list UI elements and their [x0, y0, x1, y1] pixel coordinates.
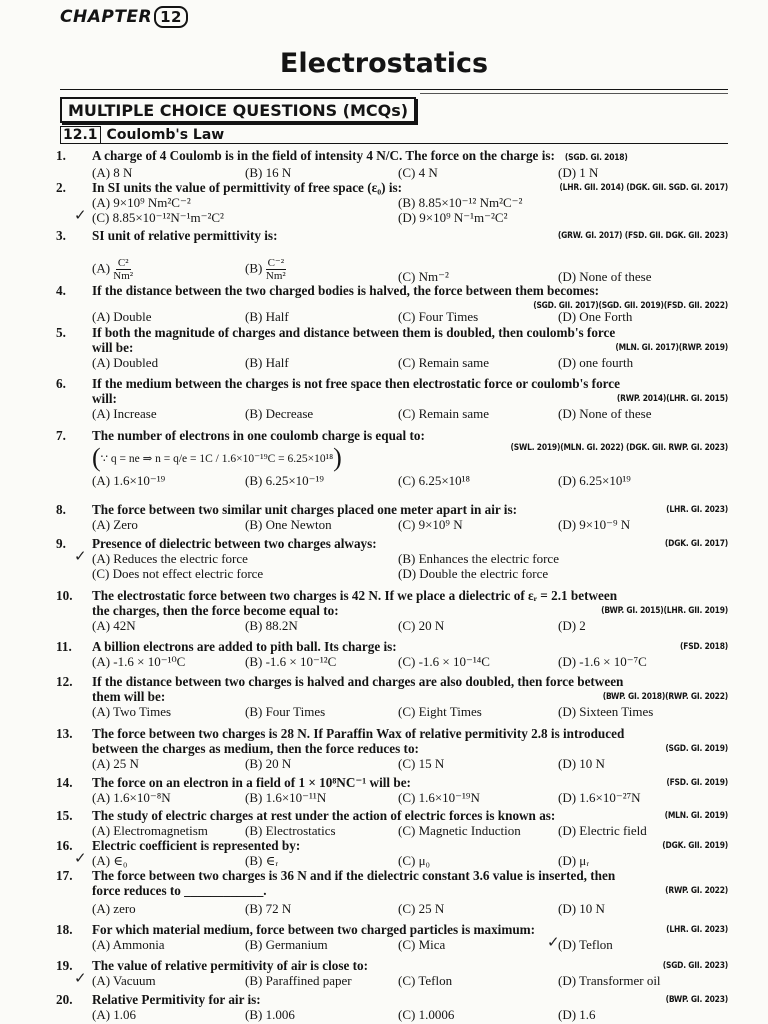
question-text: If the distance between the two charged bodies is halved, the force between them becomes:: [92, 283, 600, 298]
question-source: (DGK. GII. 2019): [662, 840, 728, 850]
question-text: Presence of dielectric between two charges always:: [92, 536, 377, 551]
paren-close: ): [333, 443, 342, 472]
section-title: Coulomb's Law: [106, 127, 225, 143]
option-a[interactable]: (A) ∈₀: [92, 853, 128, 868]
option-a[interactable]: (A) Electromagnetism: [92, 823, 208, 838]
option-c[interactable]: (C) Eight Times: [398, 704, 482, 719]
option-c[interactable]: (C) 20 N: [398, 618, 445, 633]
question-number: 12.: [56, 674, 73, 689]
option-b[interactable]: (B) 16 N: [245, 165, 292, 180]
option-b[interactable]: (B) Half: [245, 309, 289, 324]
question-number: 11.: [56, 639, 72, 654]
mcq-heading: MULTIPLE CHOICE QUESTIONS (MCQs): [60, 97, 416, 123]
option-c[interactable]: (C) 8.85×10⁻¹²N⁻¹m⁻²C²: [92, 210, 224, 225]
option-d[interactable]: (D) 1.6: [558, 1007, 596, 1022]
option-a[interactable]: (A) 8 N: [92, 165, 133, 180]
option-d[interactable]: (D) Electric field: [558, 823, 647, 838]
question-source: (RWP. 2014)(LHR. GI. 2015): [616, 393, 728, 403]
option-b[interactable]: (B) ∈ᵣ: [245, 853, 279, 868]
question-source: (DGK. GI. 2017): [664, 538, 728, 548]
option-a[interactable]: (A) zero: [92, 901, 136, 916]
option-d[interactable]: (D) 1 N: [558, 165, 599, 180]
question-number: 10.: [56, 588, 73, 603]
option-c[interactable]: (C) 9×10⁹ N: [398, 517, 463, 532]
option-c[interactable]: (C) Does not effect electric force: [92, 566, 264, 581]
option-c[interactable]: (C) 1.6×10⁻¹⁹N: [398, 790, 480, 805]
option-d[interactable]: (D) -1.6 × 10⁻⁷C: [558, 654, 647, 669]
option-b[interactable]: (B) Half: [245, 355, 289, 370]
question-13: [56, 726, 728, 771]
question-source: (LHR. GI. 2023): [666, 504, 728, 514]
option-b[interactable]: (B) Four Times: [245, 704, 326, 719]
option-d[interactable]: (D) 2: [558, 618, 586, 633]
option-d[interactable]: (D) 9×10⁻⁹ N: [558, 517, 631, 532]
question-number: 14.: [56, 775, 73, 790]
chapter-number: 12: [154, 6, 188, 28]
question-source: (RWP. GI. 2022): [665, 885, 728, 895]
question-7: [56, 428, 728, 488]
question-text: The force between two charges is 28 N. If Paraffin Wax of relative permitivity 2.8 is introduced: [92, 726, 625, 741]
option-b[interactable]: (B) Paraffined paper: [245, 973, 352, 988]
option-a[interactable]: (A) Reduces the electric force: [92, 551, 248, 566]
question-15: [56, 808, 728, 838]
question-source: (MLN. GI. 2017)(RWP. 2019): [615, 342, 728, 352]
question-text: The force between two similar unit charges placed one meter apart in air is:: [92, 502, 517, 517]
option-b[interactable]: [245, 257, 286, 282]
question-number: 1.: [56, 148, 66, 163]
frac-numerator: C²: [117, 257, 129, 269]
option-d[interactable]: (D) 10 N: [558, 756, 605, 771]
option-b[interactable]: (B) -1.6 × 10⁻¹²C: [245, 654, 337, 669]
question-20: [56, 992, 728, 1022]
question-number: 5.: [56, 325, 66, 340]
question-number: 19.: [56, 958, 73, 973]
option-c[interactable]: (C) Remain same: [398, 406, 489, 421]
option-c[interactable]: (C) -1.6 × 10⁻¹⁴C: [398, 654, 490, 669]
question-number: 17.: [56, 868, 73, 883]
question-text: Relative Permitivity for air is:: [92, 992, 261, 1007]
option-c[interactable]: (C) Teflon: [398, 973, 453, 988]
question-source: (LHR. GI. 2023): [666, 924, 728, 934]
question-text-cont: between the charges as medium, then the force reduces to:: [92, 741, 419, 756]
option-c[interactable]: (C) 15 N: [398, 756, 445, 771]
question-6: [56, 376, 728, 421]
question-14: [56, 775, 728, 805]
option-a[interactable]: (A) Doubled: [92, 355, 159, 370]
question-source: (SGD. GI. 2018): [564, 152, 628, 162]
question-3: [56, 228, 728, 283]
question-text: If the medium between the charges is not free space then electrostatic force or coulomb's force: [92, 376, 620, 391]
question-text: The value of relative permitivity of air is close to:: [92, 958, 369, 973]
question-number: 13.: [56, 726, 73, 741]
question-source: (LHR. GII. 2014) (DGK. GII. SGD. GI. 2017): [559, 182, 728, 192]
question-8: [56, 502, 728, 532]
question-number: 4.: [56, 283, 66, 298]
option-b[interactable]: (B) 20 N: [245, 756, 292, 771]
question-number: 3.: [56, 228, 66, 243]
option-a[interactable]: (A) Two Times: [92, 704, 172, 719]
option-a[interactable]: (A) 1.6×10⁻⁸N: [92, 790, 171, 805]
option-d[interactable]: (D) Sixteen Times: [558, 704, 654, 719]
question-source: (SGD. GI. 2019): [665, 743, 728, 753]
paren-open: (: [92, 443, 101, 472]
question-11: [56, 639, 728, 669]
option-b[interactable]: (B) 88.2N: [245, 618, 298, 633]
question-source: (FSD. GI. 2019): [666, 777, 728, 787]
chapter-label-text: CHAPTER: [60, 7, 153, 27]
option-d[interactable]: (D) 10 N: [558, 901, 605, 916]
option-a[interactable]: [92, 257, 133, 282]
question-text-cont: the charges, then the force become equal to:: [92, 603, 339, 618]
option-c[interactable]: (C) 4 N: [398, 165, 438, 180]
question-5: [56, 325, 728, 370]
title-rule-thin: [420, 93, 728, 94]
question-source: (GRW. GI. 2017) (FSD. GII. DGK. GII. 2023): [557, 230, 728, 240]
question-source: (SGD. GII. 2023): [662, 960, 728, 970]
option-b[interactable]: (B) Enhances the electric force: [398, 551, 559, 566]
question-number: 16.: [56, 838, 73, 853]
option-d[interactable]: (D) None of these: [558, 406, 652, 421]
question-text: A billion electrons are added to pith ball. Its charge is:: [92, 639, 397, 654]
question-17: [56, 868, 728, 916]
option-b[interactable]: (B) 1.006: [245, 1007, 295, 1022]
question-text: Electric coefficient is represented by:: [92, 838, 301, 853]
option-b[interactable]: (B) Electrostatics: [245, 823, 336, 838]
page-title: Electrostatics: [279, 48, 489, 79]
option-c[interactable]: (C) 25 N: [398, 901, 445, 916]
question-text-cont: will:: [92, 391, 117, 406]
option-b[interactable]: (B) 8.85×10⁻¹² Nm²C⁻²: [398, 195, 523, 210]
question-16: [56, 838, 728, 868]
option-c[interactable]: (C) Mica: [398, 937, 446, 952]
option-d[interactable]: (D) One Forth: [558, 309, 633, 324]
option-a[interactable]: (A) Double: [92, 309, 152, 324]
question-source: (FSD. 2018): [680, 641, 728, 651]
question-text: The force on an electron in a field of 1 × 10⁸NC⁻¹ will be:: [92, 775, 411, 790]
option-b[interactable]: (B) One Newton: [245, 517, 332, 532]
option-a[interactable]: (A) Zero: [92, 517, 138, 532]
option-d[interactable]: (D) μᵣ: [558, 853, 590, 868]
option-d[interactable]: (D) Transformer oil: [558, 973, 661, 988]
option-d[interactable]: (D) one fourth: [558, 355, 634, 370]
option-b[interactable]: (B) 6.25×10⁻¹⁹: [245, 473, 324, 488]
section-heading: [60, 126, 224, 144]
chapter-label: [60, 6, 188, 28]
option-d[interactable]: (D) 6.25×10¹⁹: [558, 473, 631, 488]
question-2: [56, 180, 728, 225]
option-d[interactable]: (D) None of these: [558, 269, 652, 284]
formula-text: ∵ q = ne ⇒ n = q/e = 1C / 1.6×10⁻¹⁹C = 6.25×10¹⁸: [100, 453, 334, 465]
option-d[interactable]: (D) 1.6×10⁻²⁷N: [558, 790, 641, 805]
question-number: 6.: [56, 376, 66, 391]
option-d[interactable]: (D) Teflon: [558, 937, 613, 952]
check-mark-icon: ✓: [547, 933, 560, 951]
question-source: (BWP. GI. 2015)(LHR. GII. 2019): [601, 605, 728, 615]
question-number: 15.: [56, 808, 73, 823]
question-text: SI unit of relative permittivity is:: [92, 228, 278, 243]
option-c[interactable]: (C) Four Times: [398, 309, 479, 324]
option-a[interactable]: (A) 9×10⁹ Nm²C⁻²: [92, 195, 191, 210]
option-a[interactable]: (A) Ammonia: [92, 937, 165, 952]
title-rule: [60, 89, 728, 90]
question-10: [56, 588, 728, 633]
question-number: 9.: [56, 536, 66, 551]
question-source: (BWP. GI. 2018)(RWP. GI. 2022): [602, 691, 728, 701]
option-a[interactable]: (A) 1.06: [92, 1007, 137, 1022]
question-19: [56, 958, 728, 988]
option-c[interactable]: (C) Nm⁻²: [398, 269, 449, 284]
option-a[interactable]: (A) 42N: [92, 618, 136, 633]
option-a[interactable]: (A) 25 N: [92, 756, 139, 771]
question-number: 2.: [56, 180, 66, 195]
option-a[interactable]: (A) Vacuum: [92, 973, 156, 988]
option-a[interactable]: (A) -1.6 × 10⁻¹⁰C: [92, 654, 186, 669]
option-b[interactable]: (B) Germanium: [245, 937, 328, 952]
frac-numerator: C⁻²: [267, 257, 285, 269]
question-number: 18.: [56, 922, 73, 937]
question-source: (SGD. GII. 2017)(SGD. GII. 2019)(FSD. GII. 2022): [533, 300, 728, 310]
section-number: 12.1: [60, 126, 101, 144]
option-d[interactable]: (D) 9×10⁹ N⁻¹m⁻²C²: [398, 210, 508, 225]
question-source: (SWL. 2019)(MLN. GI. 2022) (DGK. GII. RWP. GI. 2023): [510, 441, 728, 452]
section-rule: [60, 143, 728, 144]
question-text: If the distance between two charges is halved and charges are also doubled, then force between: [92, 674, 624, 689]
question-12: [56, 674, 728, 719]
question-4: [56, 283, 728, 324]
formula-box: [92, 443, 728, 473]
question-number: 7.: [56, 428, 66, 443]
question-text: If both the magnitude of charges and distance between them is doubled, then coulomb's force: [92, 325, 616, 340]
question-source: (MLN. GI. 2019): [664, 810, 728, 820]
question-text: The force between two charges is 36 N and if the dielectric constant 3.6 value is inserted, then: [92, 868, 616, 883]
frac-denominator: Nm²: [113, 270, 134, 282]
option-c[interactable]: (C) 6.25×10¹⁸: [398, 473, 471, 488]
check-mark-icon: ✓: [74, 206, 87, 224]
option-b-label: (B): [245, 260, 263, 276]
option-d[interactable]: (D) Double the electric force: [398, 566, 549, 581]
check-mark-icon: ✓: [74, 547, 87, 565]
frac-denominator: Nm²: [265, 270, 286, 282]
question-1: [56, 148, 728, 180]
check-mark-icon: ✓: [74, 969, 87, 987]
question-text: The study of electric charges at rest under the action of electric forces is known as:: [92, 808, 556, 823]
question-source: (BWP. GI. 2023): [665, 994, 728, 1004]
question-9: [56, 536, 728, 581]
option-c[interactable]: (C) μ₀: [398, 853, 431, 868]
question-text: For which material medium, force between two charged particles is maximum:: [92, 922, 536, 937]
option-a-label: (A): [92, 260, 111, 276]
option-a[interactable]: (A) Increase: [92, 406, 157, 421]
check-mark-icon: ✓: [74, 849, 87, 867]
option-b[interactable]: (B) 72 N: [245, 901, 292, 916]
question-text-cont: them will be:: [92, 689, 166, 704]
option-a[interactable]: (A) 1.6×10⁻¹⁹: [92, 473, 166, 488]
question-number: 8.: [56, 502, 66, 517]
question-text: A charge of 4 Coulomb is in the field of intensity 4 N/C. The force on the charge is:: [92, 148, 555, 163]
option-b[interactable]: (B) Decrease: [245, 406, 314, 421]
question-text-cont: force reduces to ____________.: [92, 883, 267, 898]
option-b[interactable]: (B) 1.6×10⁻¹¹N: [245, 790, 327, 805]
question-text: In SI units the value of permittivity of free space (ε₀) is:: [92, 180, 403, 195]
option-c[interactable]: (C) 1.0006: [398, 1007, 455, 1022]
option-c[interactable]: (C) Remain same: [398, 355, 489, 370]
question-number: 20.: [56, 992, 73, 1007]
question-text: The number of electrons in one coulomb charge is equal to:: [92, 428, 425, 443]
question-18: [56, 922, 728, 952]
question-text-cont: will be:: [92, 340, 134, 355]
option-c[interactable]: (C) Magnetic Induction: [398, 823, 521, 838]
question-text: The electrostatic force between two charges is 42 N. If we place a dielectric of εᵣ = 2.1 between: [92, 588, 618, 603]
